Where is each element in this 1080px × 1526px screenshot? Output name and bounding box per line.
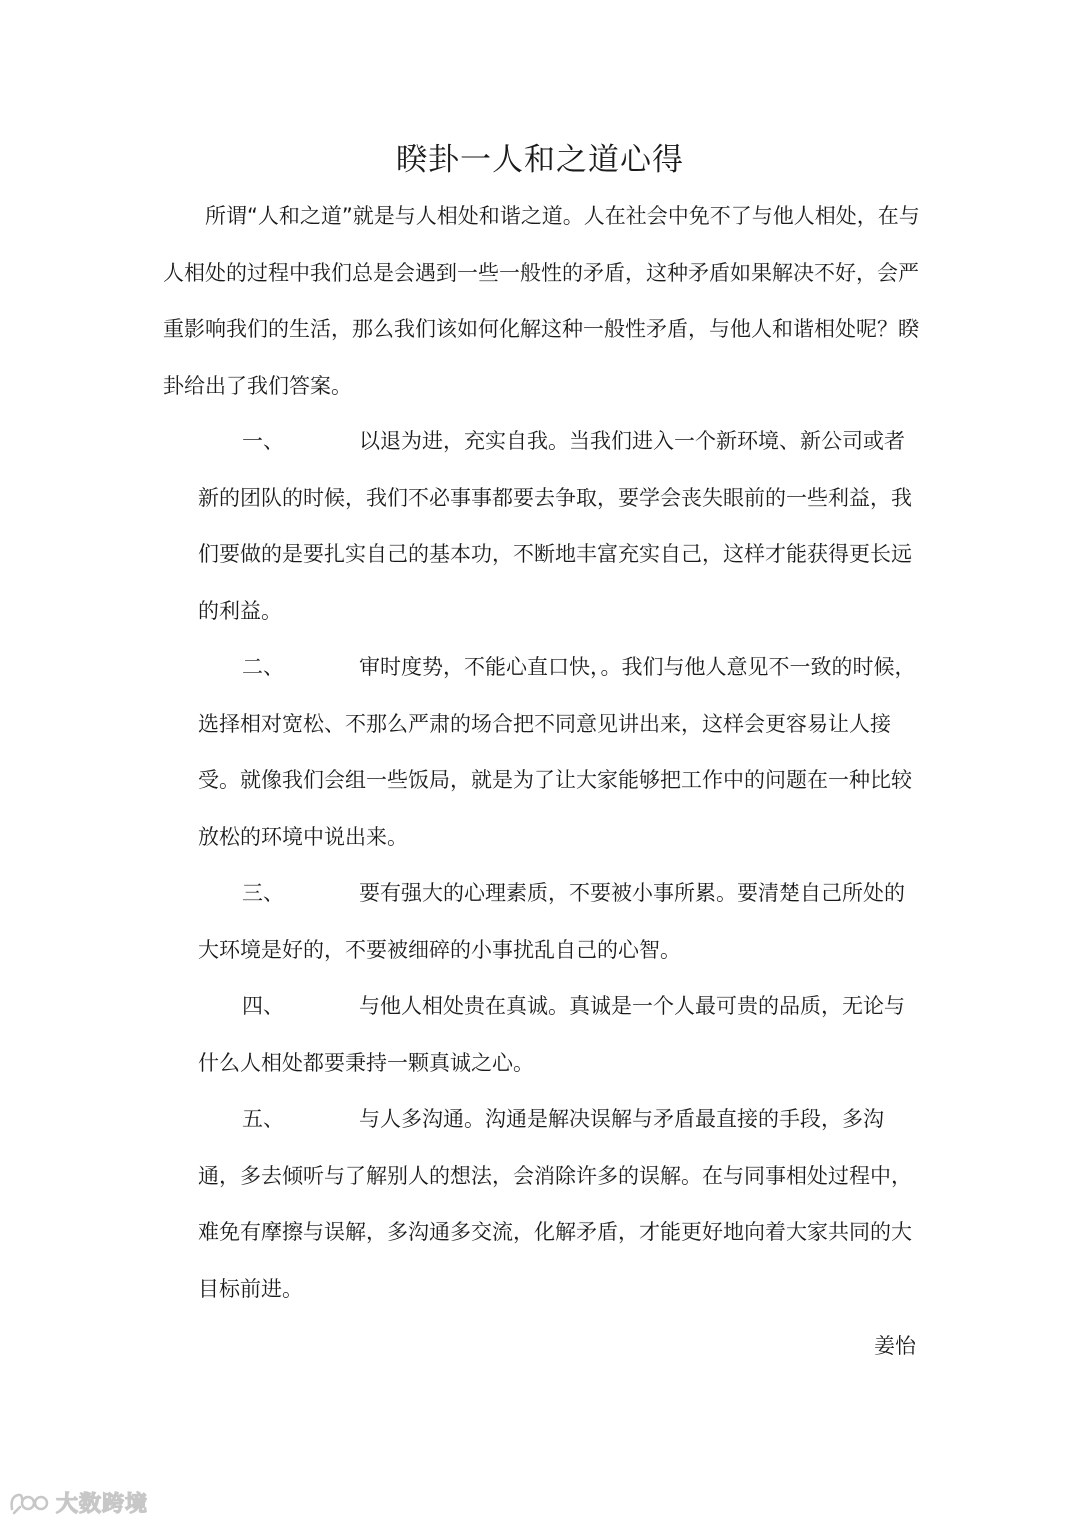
list-item-text: 审时度势，不能心直口快，。我们与他人意见不一致的时候，选择相对宽松、不那么严肃的场合把不同意见讲出来，这样会更容易让人接受。就像我们会组一些饭局，就是为了让大家能够把工作中的问题在一种比较放松的环境中说出来。 [198, 655, 916, 849]
watermark-text: 大数跨境 [56, 1492, 149, 1517]
list-item-number: 一、 [242, 429, 284, 453]
document-title: 睽卦一人和之道心得 [396, 142, 684, 178]
list-item-number: 二、 [242, 655, 284, 679]
watermark-logo-icon [8, 1489, 50, 1517]
list-item [198, 1091, 918, 1317]
list-item-text: 与人多沟通。沟通是解决误解与矛盾最直接的手段，多沟通，多去倾听与了解别人的想法，会消除许多的误解。在与同事相处过程中，难免有摩擦与误解，多沟通多交流，化解矛盾，才能更好地向着大家共同的大目标前进。 [198, 1107, 912, 1301]
list-item-number: 五、 [242, 1107, 284, 1131]
list-item-number: 三、 [242, 881, 284, 905]
list-item-text: 以退为进，充实自我。当我们进入一个新环境、新公司或者新的团队的时候，我们不必事事都要去争取，要学会丧失眼前的一些利益，我们要做的是要扎实自己的基本功，不断地丰富充实自己，这样才能获得更长远的利益。 [198, 429, 912, 623]
list-item [198, 413, 918, 639]
intro-paragraph: 所谓“人和之道”就是与人相处和谐之道。人在社会中免不了与他人相处，在与人相处的过程中我们总是会遇到一些一般性的矛盾，这种矛盾如果解决不好，会严重影响我们的生活，那么我们该如何化解这种一般性矛盾，与他人和谐相处呢？睽卦给出了我们答案。 [163, 204, 920, 398]
list-item-text: 要有强大的心理素质，不要被小事所累。要清楚自己所处的大环境是好的，不要被细碎的小事扰乱自己的心智。 [198, 881, 905, 962]
list-item-text: 与他人相处贵在真诚。真诚是一个人最可贵的品质，无论与什么人相处都要秉持一颗真诚之心。 [198, 994, 905, 1075]
signature: 姜怡 [874, 1334, 916, 1358]
watermark [8, 1487, 148, 1518]
list-item [198, 639, 918, 865]
list-item [198, 865, 918, 978]
list-item [198, 978, 918, 1091]
list-item-number: 四、 [242, 994, 284, 1018]
